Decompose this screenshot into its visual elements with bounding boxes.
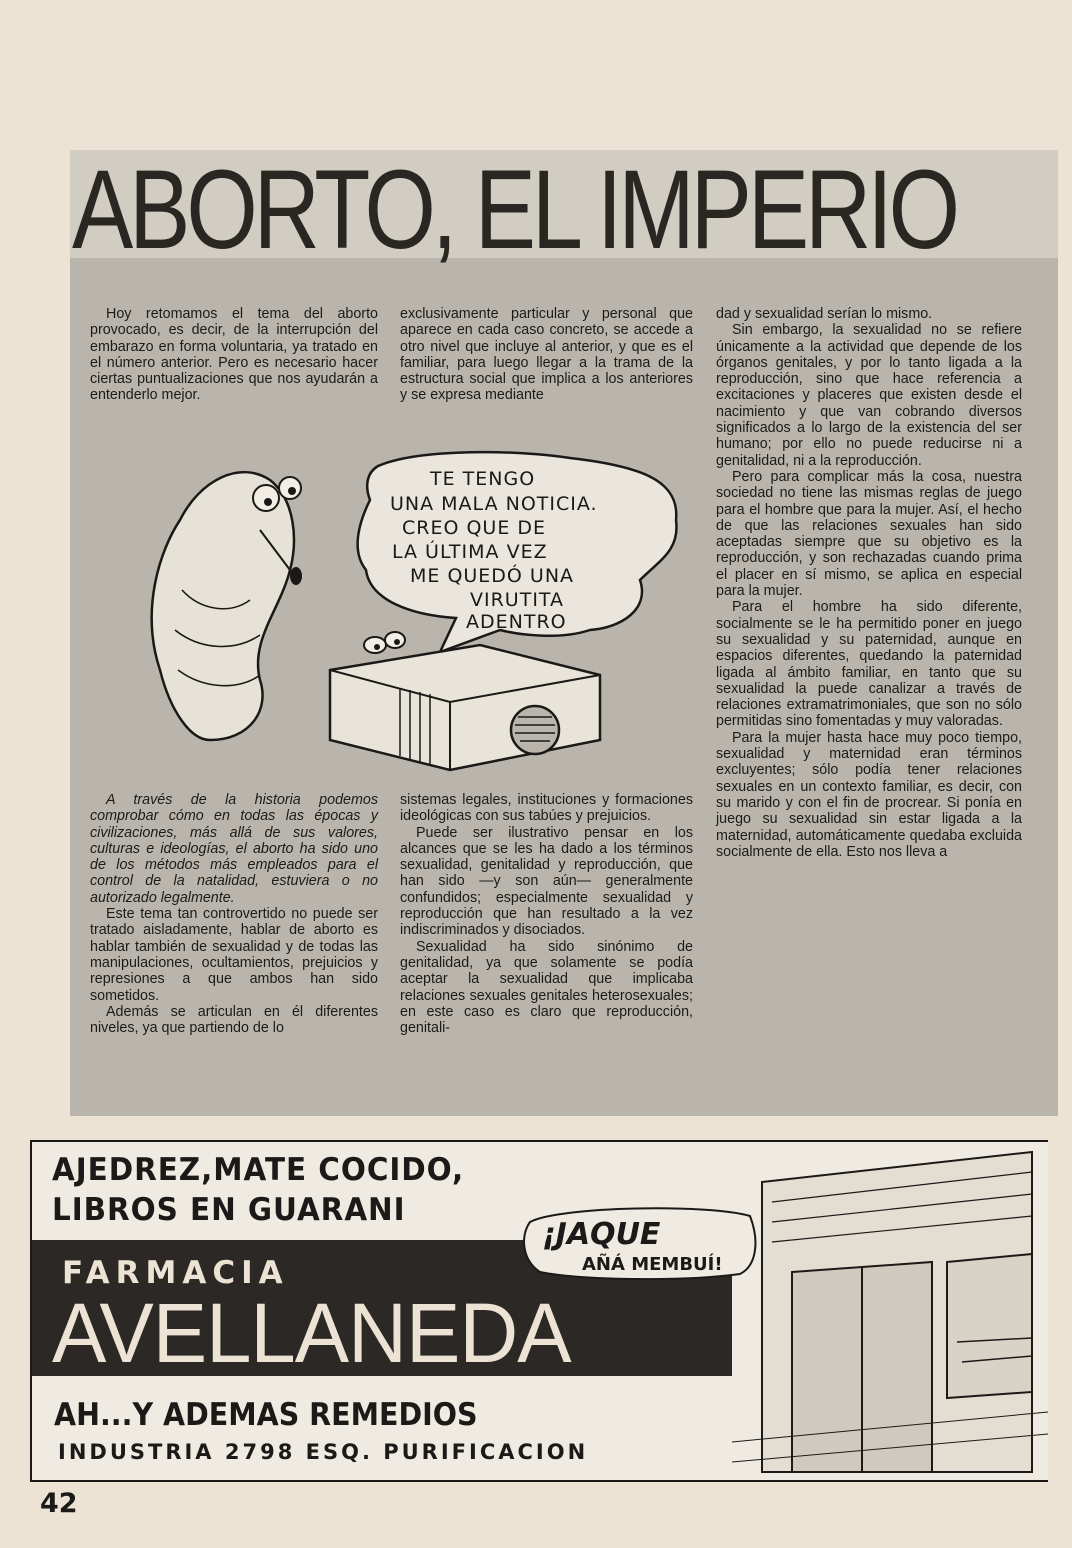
page-number: 42 bbox=[40, 1488, 78, 1519]
column-1-top bbox=[90, 306, 378, 404]
article-title: ABORTO, EL IMPERIO bbox=[72, 147, 956, 272]
worm-character bbox=[152, 472, 294, 740]
column-1-bottom bbox=[90, 792, 378, 1036]
paragraph: dad y sexualidad serían lo mismo. bbox=[716, 306, 933, 322]
bubble-line: ME QUEDÓ UNA bbox=[410, 565, 575, 587]
paragraph: Además se articulan en él diferentes niveles, ya que partiendo de lo bbox=[90, 1003, 378, 1037]
bubble-line: CREO QUE DE bbox=[402, 517, 547, 539]
paragraph: Para la mujer hasta hace muy poco tiempo, sexualidad y maternidad eran términos excluyentes; sólo podía tener relaciones sexuales en un contexto familiar, es decir, con su marido y con el fin de procrear. Si ponía en juego su sexualidad sin estar ligada a la maternidad, automáticamente quedaba excluida socialmente de ella. Esto nos lleva a bbox=[716, 729, 1022, 860]
column-3 bbox=[716, 306, 1022, 860]
ad-headline-1: AJEDREZ,MATE COCIDO, bbox=[52, 1152, 465, 1188]
bubble-line: LA ÚLTIMA VEZ bbox=[392, 541, 548, 563]
bubble-line: UNA MALA NOTICIA. bbox=[390, 493, 598, 515]
paragraph: Este tema tan controvertido no puede ser tratado aisladamente, hablar de aborto es hablar también de sexualidad y de todas las manipulaciones, ocultamientos, prejuicios y represiones a que ambos han sido sometidos. bbox=[90, 906, 378, 1004]
intro-italic-paragraph: A través de la historia podemos comprobar cómo en todas las épocas y civilizaciones, más allá de sus valores, culturas e ideologías, el aborto ha sido uno de los métodos más empleados para el control de la natalidad, estuviera o no autorizado legalmente. bbox=[90, 792, 378, 906]
paragraph: Sin embargo, la sexualidad no se refiere únicamente a la actividad que depende de los órganos genitales, y por lo tanto ligada a la reproducción, sino que hace referencia a excitaciones y placeres que existen desde el nacimiento y que van cobrando diversos significados a lo largo de la existencia del ser humano; por ello no puede reducirse ni a genitalidad, ni a la reproducción. bbox=[716, 322, 1022, 469]
bubble-line: TE TENGO bbox=[430, 468, 536, 490]
ad-headline-2: LIBROS EN GUARANI bbox=[52, 1192, 406, 1228]
bubble-line: ADENTRO bbox=[466, 611, 567, 633]
paragraph: Para el hombre ha sido diferente, socialmente se le ha permitido poner en juego su sexualidad y su paternidad, aunque en espacios diferentes, quedando la paternidad ligada al ámbito familiar, en tanto que su sexualidad la puede canalizar a través de relaciones extramatrimoniales, que son no sólo permitidas sino fomentadas y muy valoradas. bbox=[716, 599, 1022, 730]
ad-brand-small: FARMACIA bbox=[62, 1255, 289, 1291]
ad-brand-name: AVELLANEDA bbox=[52, 1286, 571, 1380]
column-2-bottom bbox=[400, 792, 693, 1036]
paragraph: sistemas legales, instituciones y formaciones ideológicas con sus tabúes y prejuicios. bbox=[400, 792, 693, 825]
ad-slogan-bubble bbox=[520, 1202, 760, 1282]
farmacia-advertisement bbox=[30, 1140, 1048, 1482]
bubble-line: VIRUTITA bbox=[470, 589, 565, 611]
cartoon-illustration bbox=[120, 440, 700, 785]
paragraph: Pero para complicar más la cosa, nuestra sociedad no tiene las mismas reglas de juego para el hombre que para la mujer. Así, el hecho de que las relaciones sexuales han sido aceptadas siempre que su objetivo es la reproducción, y son rechazadas cuando prima el placer en sí mismo, se aplica en especial para la mujer. bbox=[716, 468, 1022, 600]
ad-address: INDUSTRIA 2798 ESQ. PURIFICACION bbox=[58, 1440, 589, 1464]
paragraph: exclusivamente particular y personal que aparece en cada caso concreto, se accede a otro nivel que incluye al anterior, y que es el familiar, para luego llegar a la trama de la estructura social que implica a los anteriores y se expresa mediante bbox=[400, 306, 693, 404]
shop-illustration bbox=[732, 1142, 1048, 1480]
slogan-line-1: ¡JAQUE bbox=[542, 1217, 661, 1252]
ad-tagline: AH...Y ADEMAS REMEDIOS bbox=[54, 1397, 478, 1433]
paragraph: Sexualidad ha sido sinónimo de genitalidad, ya que solamente se podía aceptar la sexualidad que implicaba relaciones sexuales genitales heterosexuales; en este caso es claro que reproducción, genitali- bbox=[400, 938, 693, 1037]
slogan-line-2: AÑÁ MEMBUÍ! bbox=[582, 1254, 723, 1275]
paragraph: Puede ser ilustrativo pensar en los alcances que se les ha dado a los términos sexualidad, genitalidad y reproducción, que han sido —y son aún— generalmente confundidos; especialmente sexualidad y reproducción que han resultado a la vez indiscriminados y disociados. bbox=[400, 824, 693, 939]
column-2-top bbox=[400, 306, 693, 404]
sharpener-box bbox=[330, 645, 600, 770]
paragraph: Hoy retomamos el tema del aborto provocado, es decir, de la interrupción del embarazo en forma voluntaria, ya tratado en el número anterior. Pero es necesario hacer ciertas puntualizaciones que nos ayudarán a entenderlo mejor. bbox=[90, 306, 378, 404]
